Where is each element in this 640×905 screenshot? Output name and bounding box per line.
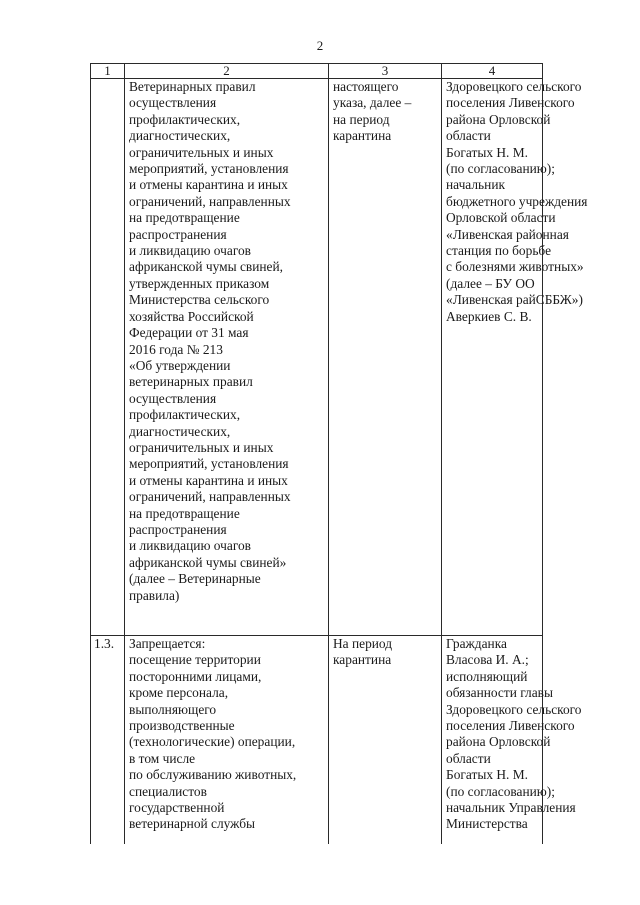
text-line: На период <box>333 636 393 651</box>
text-line: посторонними лицами, <box>129 668 262 684</box>
text-line: на предотвращение <box>129 210 240 226</box>
text-line: карантина <box>333 652 392 668</box>
text-line: «Ливенская райСББЖ») <box>446 292 583 308</box>
table-header-row <box>91 64 543 79</box>
text-line: начальник <box>446 177 505 193</box>
text-line: и отмены карантина и иных <box>129 177 288 193</box>
text-line: осуществления <box>129 95 217 111</box>
text-line: Запрещается: <box>129 636 206 651</box>
text-line: Министерства сельского <box>129 292 270 308</box>
text-line: по обслуживанию животных, <box>129 767 297 783</box>
text-line: (по согласованию); <box>446 783 555 799</box>
table-row <box>91 79 543 636</box>
table-row <box>91 636 543 845</box>
text-line: бюджетного учреждения <box>446 193 588 209</box>
text-line: Ветеринарных правил <box>129 79 256 94</box>
text-line: профилактических, <box>129 407 241 423</box>
text-line: правила) <box>129 587 180 603</box>
text-line: ветеринарных правил <box>129 374 253 390</box>
text-line: выполняющего <box>129 701 217 717</box>
text-line: Орловской области <box>446 210 556 226</box>
text-line: хозяйства Российской <box>129 308 254 324</box>
text-line: обязанности главы <box>446 685 553 701</box>
text-line: и ликвидацию очагов <box>129 538 251 554</box>
text-line: государственной <box>129 800 225 816</box>
deadline-cell <box>329 79 442 636</box>
header-cell-2: 2 <box>125 64 329 79</box>
header-cell-3: 3 <box>329 64 442 79</box>
text-line: распространения <box>129 226 227 242</box>
text-line: Аверкиев С. В. <box>446 308 532 324</box>
text-line: (далее – БУ ОО <box>446 275 535 291</box>
text-line: африканской чумы свиней» <box>129 554 287 570</box>
text-line: ветеринарной службы <box>129 816 256 832</box>
row-number-cell: 1.3. <box>91 636 125 845</box>
text-line: ограничений, направленных <box>129 489 291 505</box>
text-line: «Об утверждении <box>129 357 231 373</box>
text-line: и ликвидацию очагов <box>129 243 251 259</box>
measure-description-cell <box>125 636 329 845</box>
responsible-cell <box>442 636 582 845</box>
text-line: станция по борьбе <box>446 243 552 259</box>
measures-table <box>90 63 588 844</box>
text-line: исполняющий <box>446 668 528 684</box>
text-line: на предотвращение <box>129 505 240 521</box>
text-line: посещение территории <box>129 652 261 668</box>
text-line: осуществления <box>129 390 217 406</box>
text-line: (по согласованию); <box>446 161 555 177</box>
text-line: ограничительных и иных <box>129 439 274 455</box>
text-line: диагностических, <box>129 423 231 439</box>
responsible-cell <box>442 79 588 636</box>
text-line: (технологические) операции, <box>129 734 296 750</box>
text-line: поселения Ливенского <box>446 718 575 734</box>
row-number-cell <box>91 79 125 636</box>
deadline-cell <box>329 636 442 845</box>
text-line: и отмены карантина и иных <box>129 472 288 488</box>
text-line: Здоровецкого сельского <box>446 701 582 717</box>
text-line: на период <box>333 111 390 127</box>
text-line: начальник Управления <box>446 800 576 816</box>
text-line: мероприятий, установления <box>129 456 289 472</box>
text-line: с болезнями животных» <box>446 259 584 275</box>
text-line: мероприятий, установления <box>129 161 289 177</box>
text-line: ограничений, направленных <box>129 193 291 209</box>
text-line: африканской чумы свиней, <box>129 259 283 275</box>
text-line: 2016 года № 213 <box>129 341 223 357</box>
text-line: в том числе <box>129 750 196 766</box>
text-line: утвержденных приказом <box>129 275 270 291</box>
text-line: распространения <box>129 521 227 537</box>
header-cell-4: 4 <box>442 64 543 79</box>
text-line: указа, далее – <box>333 95 412 111</box>
text-line: поселения Ливенского <box>446 95 575 111</box>
text-line: района Орловской <box>446 111 551 127</box>
text-line: профилактических, <box>129 111 241 127</box>
text-line: Министерства <box>446 816 528 832</box>
text-line: района Орловской <box>446 734 551 750</box>
text-line: диагностических, <box>129 128 231 144</box>
text-line: Гражданка <box>446 636 507 651</box>
text-line: настоящего <box>333 79 399 94</box>
text-line: области <box>446 750 491 766</box>
text-line: Власова И. А.; <box>446 652 529 668</box>
text-line: Здоровецкого сельского <box>446 79 582 94</box>
text-line: «Ливенская районная <box>446 226 569 242</box>
text-line: специалистов <box>129 783 207 799</box>
text-line: ограничительных и иных <box>129 144 274 160</box>
text-line: Богатых Н. М. <box>446 767 528 783</box>
text-line: карантина <box>333 128 392 144</box>
text-line: Федерации от 31 мая <box>129 325 249 341</box>
page-number: 2 <box>316 38 324 53</box>
header-cell-1: 1 <box>91 64 125 79</box>
text-line: производственные <box>129 718 235 734</box>
text-line: области <box>446 128 491 144</box>
text-line: Богатых Н. М. <box>446 144 528 160</box>
measure-description-cell <box>125 79 329 636</box>
text-line: кроме персонала, <box>129 685 229 701</box>
text-line: (далее – Ветеринарные <box>129 571 261 587</box>
